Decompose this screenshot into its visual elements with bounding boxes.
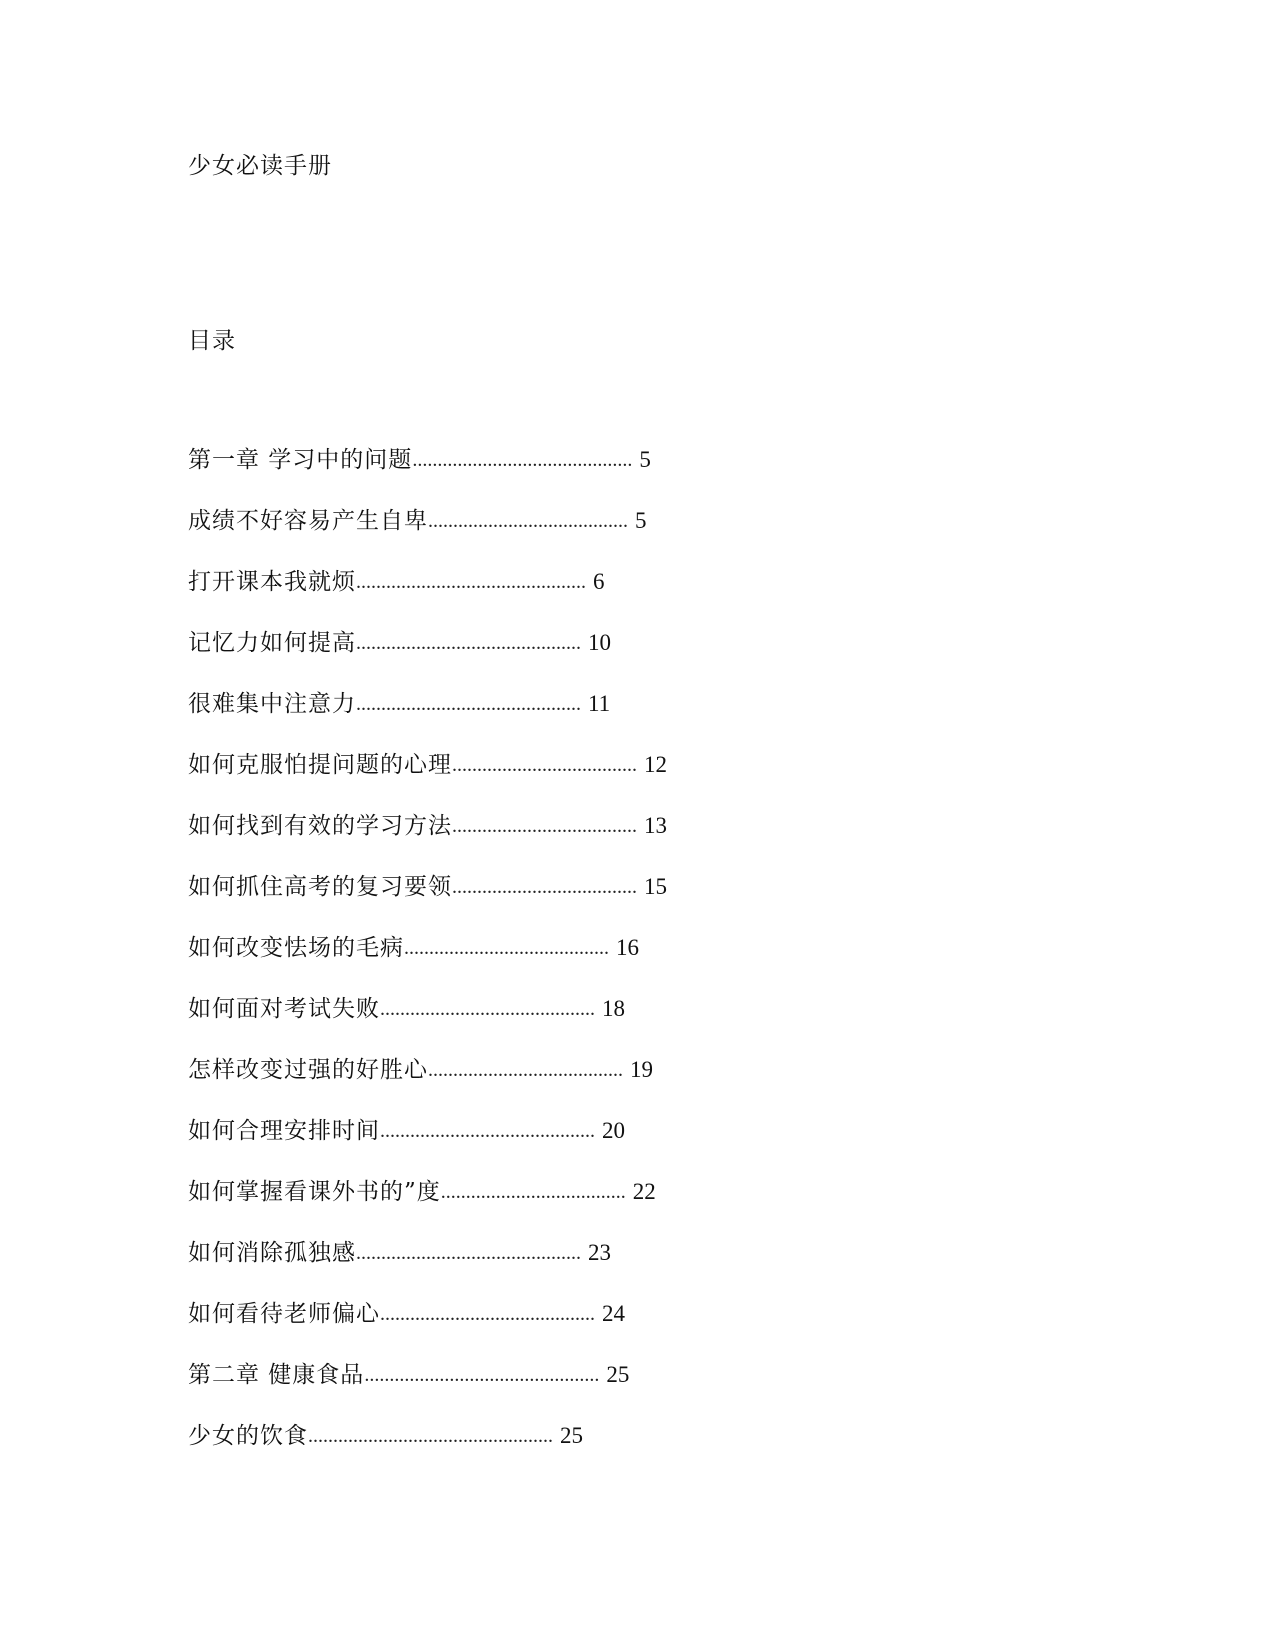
- toc-page-number: 5: [635, 508, 647, 533]
- toc-entry-chapter-1[interactable]: [188, 444, 667, 505]
- toc-dot-leader: .............................................: [356, 693, 581, 715]
- toc-entry-label: 如何找到有效的学习方法: [188, 813, 452, 839]
- toc-dot-leader: ...........................................: [380, 1303, 595, 1325]
- toc-page-number: 6: [593, 569, 605, 594]
- toc-dot-leader: .............................................: [356, 1242, 581, 1264]
- toc-page-number: 25: [560, 1423, 583, 1448]
- toc-dot-leader: ...........................................: [380, 1120, 595, 1142]
- toc-page-number: 24: [602, 1301, 625, 1326]
- toc-page-number: 25: [606, 1362, 630, 1387]
- toc-entry-label: 如何克服怕提问题的心理: [188, 752, 452, 778]
- toc-entry-label: 第二章 健康食品: [188, 1362, 365, 1388]
- toc-entry-label: 如何抓住高考的复习要领: [188, 874, 452, 900]
- toc-entry[interactable]: [188, 1115, 667, 1176]
- toc-entry-label: 如何看待老师偏心: [188, 1301, 380, 1327]
- toc-entry-label: 打开课本我就烦: [188, 569, 356, 595]
- toc-dot-leader: .....................................: [452, 815, 637, 837]
- toc-page-number: 22: [632, 1179, 656, 1204]
- toc-entry-label: 如何掌握看课外书的”度: [188, 1179, 441, 1205]
- toc-entry[interactable]: [188, 1237, 667, 1298]
- toc-page-number: 20: [602, 1118, 625, 1143]
- table-of-contents: [188, 444, 667, 1481]
- toc-entry-label: 如何面对考试失败: [188, 996, 380, 1022]
- toc-dot-leader: .......................................: [428, 1059, 623, 1081]
- toc-entry-label: 记忆力如何提高: [188, 630, 356, 656]
- toc-page-number: 16: [616, 935, 639, 960]
- toc-entry-label: 如何改变怯场的毛病: [188, 935, 404, 961]
- toc-page-number: 12: [644, 752, 667, 777]
- toc-entry-label: 成绩不好容易产生自卑: [188, 508, 428, 534]
- toc-dot-leader: .............................................: [356, 632, 581, 654]
- toc-entry[interactable]: [188, 566, 667, 627]
- toc-entry-label: 第一章 学习中的问题: [188, 447, 413, 473]
- toc-heading: 目录: [188, 328, 236, 354]
- toc-entry-chapter-2[interactable]: [188, 1359, 667, 1420]
- toc-entry[interactable]: [188, 505, 667, 566]
- toc-dot-leader: ............................................: [412, 449, 633, 471]
- toc-dot-leader: .................................................: [308, 1425, 553, 1447]
- toc-entry[interactable]: [188, 688, 667, 749]
- toc-entry[interactable]: [188, 1176, 667, 1237]
- toc-entry[interactable]: [188, 932, 667, 993]
- toc-dot-leader: ........................................: [428, 510, 628, 532]
- toc-page-number: 13: [644, 813, 667, 838]
- toc-dot-leader: ...............................................: [364, 1364, 600, 1386]
- toc-dot-leader: ...........................................: [380, 998, 595, 1020]
- toc-entry-label: 少女的饮食: [188, 1423, 308, 1449]
- toc-dot-leader: .....................................: [452, 876, 637, 898]
- toc-entry[interactable]: [188, 749, 667, 810]
- toc-dot-leader: ..............................................: [356, 571, 586, 593]
- toc-dot-leader: .....................................: [452, 754, 637, 776]
- document-title: 少女必读手册: [188, 153, 332, 179]
- toc-entry[interactable]: [188, 1420, 667, 1481]
- toc-entry[interactable]: [188, 627, 667, 688]
- toc-page-number: 10: [588, 630, 611, 655]
- toc-entry-label: 很难集中注意力: [188, 691, 356, 717]
- toc-page-number: 15: [644, 874, 667, 899]
- toc-page-number: 23: [588, 1240, 611, 1265]
- toc-page-number: 5: [639, 447, 651, 472]
- toc-dot-leader: .....................................: [440, 1181, 626, 1203]
- toc-entry[interactable]: [188, 871, 667, 932]
- toc-entry[interactable]: [188, 1054, 667, 1115]
- toc-entry-label: 如何合理安排时间: [188, 1118, 380, 1144]
- toc-dot-leader: .........................................: [404, 937, 609, 959]
- toc-page-number: 11: [588, 691, 611, 716]
- toc-entry-label: 如何消除孤独感: [188, 1240, 356, 1266]
- toc-entry-label: 怎样改变过强的好胜心: [188, 1057, 428, 1083]
- toc-entry[interactable]: [188, 1298, 667, 1359]
- toc-entry[interactable]: [188, 993, 667, 1054]
- toc-page-number: 19: [630, 1057, 653, 1082]
- toc-entry[interactable]: [188, 810, 667, 871]
- toc-page-number: 18: [602, 996, 625, 1021]
